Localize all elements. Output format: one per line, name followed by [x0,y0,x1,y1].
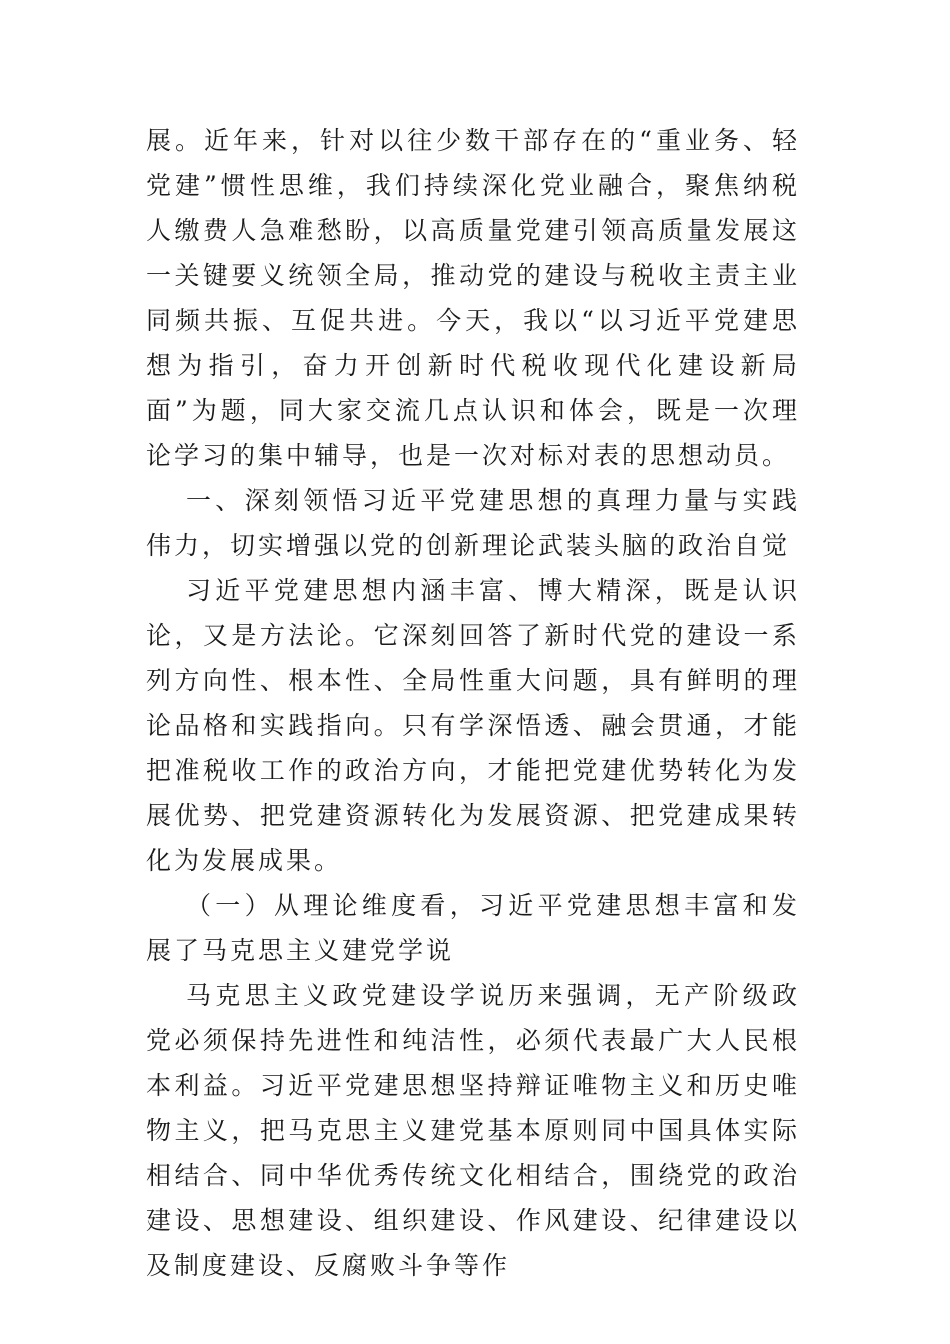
paragraph-intro-continuation: 展。近年来，针对以往少数干部存在的“重业务、轻党建”惯性思维，我们持续深化党业融合，聚焦纳税人缴费人急难愁盼，以高质量党建引领高质量发展这一关键要义统领全局，推动党的建设与税收主责主业同频共振、互促共进。今天，我以“以习近平党建思想为指引，奋力开创新时代税收现代化建设新局面”为题，同大家交流几点认识和体会，既是一次理论学习的集中辅导，也是一次对标对表的思想动员。 [146,126,800,470]
paragraph-subsection-1-body: 马克思主义政党建设学说历来强调，无产阶级政党必须保持先进性和纯洁性，必须代表最广大人民根本利益。习近平党建思想坚持辩证唯物主义和历史唯物主义，把马克思主义建党基本原则同中国具体实际相结合、同中华优秀传统文化相结合，围绕党的政治建设、思想建设、组织建设、作风建设、纪律建设以及制度建设、反腐败斗争等作 [146,981,800,1280]
document-body [146,118,800,1288]
section-heading-1: 一、深刻领悟习近平党建思想的真理力量与实践伟力，切实增强以党的创新理论武装头脑的政治自觉 [146,486,800,560]
subsection-heading-1: （一）从理论维度看，习近平党建思想丰富和发展了马克思主义建党学说 [146,891,800,965]
paragraph-section-1-body: 习近平党建思想内涵丰富、博大精深，既是认识论，又是方法论。它深刻回答了新时代党的建设一系列方向性、根本性、全局性重大问题，具有鲜明的理论品格和实践指向。只有学深悟透、融会贯通，才能把准税收工作的政治方向，才能把党建优势转化为发展优势、把党建资源转化为发展资源、把党建成果转化为发展成果。 [146,576,800,875]
